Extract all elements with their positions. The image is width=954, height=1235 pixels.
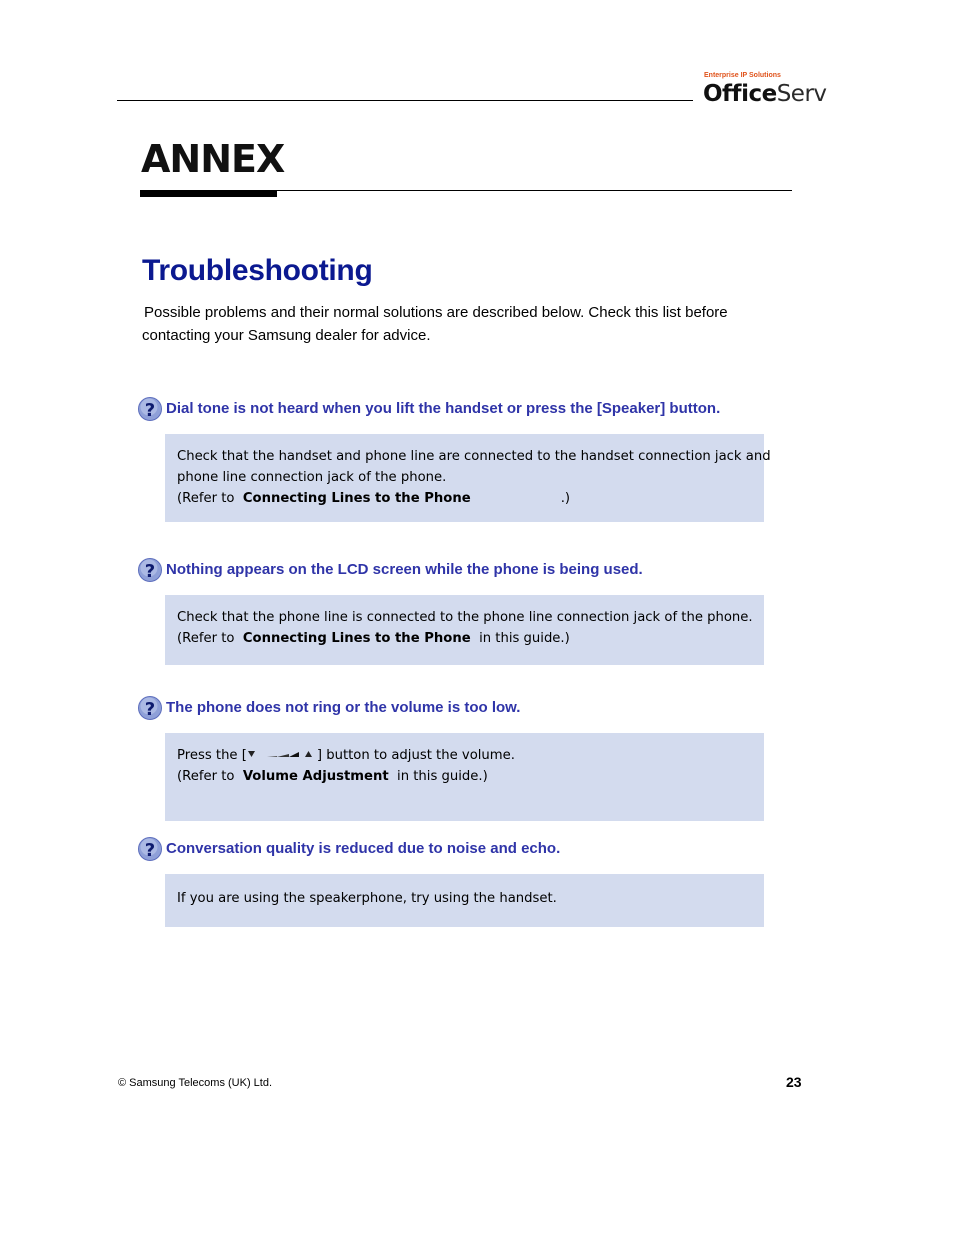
answer-line: Press the [ ] button to adjust the volume. [177,748,515,763]
help-question-icon [137,695,163,721]
answer-text [177,745,762,787]
svg-text:?: ? [144,400,156,421]
reference-title: Connecting Lines to the Phone [242,491,471,506]
reference-line: (Refer to Volume Adjustment in this guide.) [177,769,488,784]
answer-line: Check that the phone line is connected to the phone line connection jack of the phone. [177,610,753,625]
logo-tagline: Enterprise IP Solutions [704,72,781,79]
intro-line: contacting your Samsung dealer for advice. [142,327,431,344]
answer-line: Check that the handset and phone line are connected to the handset connection jack and [177,449,771,464]
logo-wordmark: OfficeServ [703,81,827,107]
question-text: Dial tone is not heard when you lift the handset or press the [Speaker] button. [166,400,721,417]
chapter-title: ANNEX [141,137,285,181]
answer-line: phone line connection jack of the phone. [177,470,447,485]
help-question-icon [137,836,163,862]
question-heading [137,836,777,862]
question-text: Nothing appears on the LCD screen while the phone is being used. [166,561,643,578]
svg-text:?: ? [144,561,156,582]
intro-line: Possible problems and their normal solutions are described below. Check this list before [144,304,728,321]
answer-box [165,733,764,821]
volume-up-down-icon [247,748,317,760]
answer-text [177,888,762,909]
question-heading [137,557,777,583]
answer-box [165,595,764,665]
reference-line: (Refer to Connecting Lines to the Phone .) [177,491,571,506]
answer-text [177,446,771,509]
svg-text:?: ? [144,840,156,861]
answer-text [177,607,762,649]
section-title: Troubleshooting [142,254,373,287]
help-question-icon [137,396,163,422]
answer-box [165,874,764,927]
question-text: The phone does not ring or the volume is too low. [166,699,521,716]
page-number: 23 [786,1074,802,1090]
answer-box [165,434,771,522]
question-text: Conversation quality is reduced due to noise and echo. [166,840,561,857]
officeserv-logo [703,70,827,110]
intro-paragraph [142,301,782,347]
question-heading [137,695,777,721]
answer-line: If you are using the speakerphone, try using the handset. [177,891,557,906]
svg-text:?: ? [144,699,156,720]
reference-title: Connecting Lines to the Phone [242,631,471,646]
reference-line: (Refer to Connecting Lines to the Phone in this guide.) [177,631,570,646]
chapter-underline-bar [140,191,277,197]
header-rule [117,100,693,101]
footer-copyright: © Samsung Telecoms (UK) Ltd. [118,1077,273,1089]
question-heading [137,396,777,422]
reference-title: Volume Adjustment [242,769,389,784]
help-question-icon [137,557,163,583]
